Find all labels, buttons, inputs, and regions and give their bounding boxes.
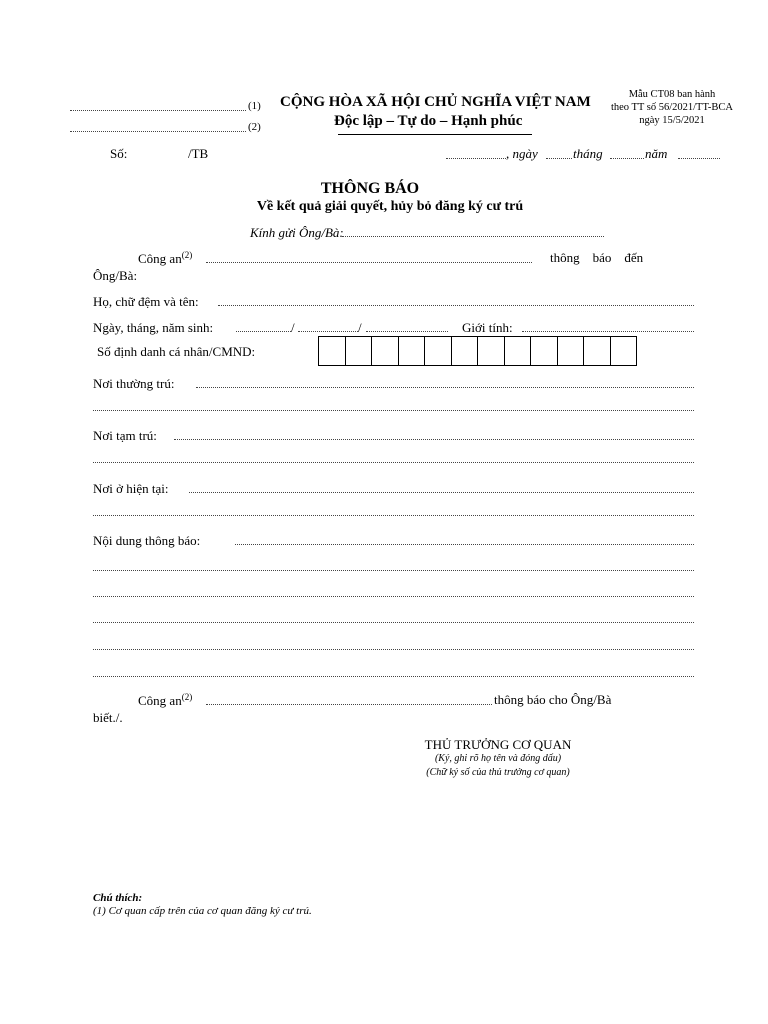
id-digit-box[interactable] — [318, 336, 346, 366]
id-digit-box[interactable] — [504, 336, 532, 366]
so-suffix: /TB — [188, 146, 209, 161]
birth-year-field[interactable] — [366, 331, 448, 332]
document-title: THÔNG BÁO — [320, 180, 420, 197]
noi-dung-field-3[interactable] — [93, 596, 694, 597]
kinh-gui-field[interactable] — [342, 236, 604, 237]
noi-dung-label: Nội dung thông báo: — [93, 533, 201, 548]
noi-tam-tru-field[interactable] — [174, 439, 694, 440]
mark-2: (2) — [248, 121, 261, 133]
document-subtitle: Về kết quả giải quyết, hủy bỏ đăng ký cư trú — [256, 199, 524, 214]
closing-end: biết./. — [93, 710, 123, 725]
cong-an-label — [138, 250, 192, 267]
kinh-gui-label: Kính gửi Ông/Bà: — [250, 225, 344, 240]
day-field[interactable] — [546, 158, 572, 159]
id-digit-box[interactable] — [371, 336, 399, 366]
thong-bao-den: thông báo đến — [550, 250, 644, 265]
noi-dung-field-2[interactable] — [93, 570, 694, 571]
signature-title: THỦ TRƯỞNG CƠ QUAN — [424, 737, 572, 752]
form-note-line-2: theo TT số 56/2021/TT-BCA — [610, 102, 734, 113]
noi-dung-field[interactable] — [235, 544, 694, 545]
agency-line[interactable] — [70, 131, 246, 132]
ho-ten-field[interactable] — [218, 305, 694, 306]
noi-o-hien-tai-label: Nơi ở hiện tại: — [93, 481, 169, 496]
birth-month-field[interactable] — [298, 331, 358, 332]
id-digit-box[interactable] — [451, 336, 479, 366]
noi-dung-field-5[interactable] — [93, 649, 694, 650]
ong-ba-label: Ông/Bà: — [93, 268, 138, 283]
noi-o-hien-tai-field[interactable] — [189, 492, 694, 493]
gioi-tinh-label: Giới tính: — [462, 320, 513, 335]
form-note — [608, 88, 736, 127]
place-field[interactable] — [446, 158, 506, 159]
id-number-boxes — [319, 336, 637, 366]
agency-superior-line[interactable] — [70, 110, 246, 111]
so-label: Số: — [110, 146, 128, 161]
id-digit-box[interactable] — [557, 336, 585, 366]
closing-cong-an-sup: (2) — [181, 692, 193, 702]
signature-note-1: (Ký, ghi rõ họ tên và đóng dấu) — [434, 753, 562, 764]
motto-underline — [338, 134, 532, 135]
ngay-sinh-label: Ngày, tháng, năm sinh: — [93, 320, 214, 335]
date-ngay: , ngày — [506, 146, 538, 161]
id-digit-box[interactable] — [477, 336, 505, 366]
noi-o-hien-tai-field-2[interactable] — [93, 515, 694, 516]
month-field[interactable] — [610, 158, 644, 159]
form-note-line-1: Mẫu CT08 ban hành — [628, 89, 716, 100]
year-field[interactable] — [678, 158, 720, 159]
mark-1: (1) — [248, 100, 261, 112]
birth-day-field[interactable] — [236, 331, 291, 332]
slash-1: / — [291, 320, 295, 335]
closing-suffix: thông báo cho Ông/Bà — [494, 692, 612, 707]
noi-dung-field-6[interactable] — [93, 676, 694, 677]
id-digit-box[interactable] — [530, 336, 558, 366]
so-dinh-danh-label: Số định danh cá nhân/CMND: — [97, 344, 256, 359]
noi-dung-field-4[interactable] — [93, 622, 694, 623]
noi-thuong-tru-field-2[interactable] — [93, 410, 694, 411]
form-note-line-3: ngày 15/5/2021 — [639, 115, 705, 126]
id-digit-box[interactable] — [345, 336, 373, 366]
date-nam: năm — [645, 146, 668, 161]
closing-cong-an — [138, 692, 192, 709]
noi-thuong-tru-field[interactable] — [196, 387, 694, 388]
cong-an-field[interactable] — [206, 262, 532, 263]
id-digit-box[interactable] — [398, 336, 426, 366]
slash-2: / — [358, 320, 362, 335]
closing-cong-an-field[interactable] — [206, 704, 492, 705]
footnote-line-1: (1) Cơ quan cấp trên của cơ quan đăng ký cư trú. — [93, 905, 312, 917]
noi-thuong-tru-label: Nơi thường trú: — [93, 376, 175, 391]
gioi-tinh-field[interactable] — [522, 331, 694, 332]
id-digit-box[interactable] — [583, 336, 611, 366]
closing-cong-an-text: Công an — [138, 693, 182, 708]
signature-note-2: (Chữ ký số của thủ trưởng cơ quan) — [426, 767, 570, 778]
noi-tam-tru-label: Nơi tạm trú: — [93, 428, 157, 443]
footnote-label: Chú thích: — [93, 892, 143, 904]
motto: Độc lập – Tự do – Hạnh phúc — [334, 113, 523, 129]
id-digit-box[interactable] — [424, 336, 452, 366]
id-digit-box[interactable] — [610, 336, 638, 366]
ho-ten-label: Họ, chữ đệm và tên: — [93, 294, 199, 309]
date-thang: tháng — [573, 146, 603, 161]
nation-title: CỘNG HÒA XÃ HỘI CHỦ NGHĨA VIỆT NAM — [280, 94, 591, 110]
cong-an-sup: (2) — [181, 250, 193, 260]
noi-tam-tru-field-2[interactable] — [93, 462, 694, 463]
cong-an-text: Công an — [138, 251, 182, 266]
